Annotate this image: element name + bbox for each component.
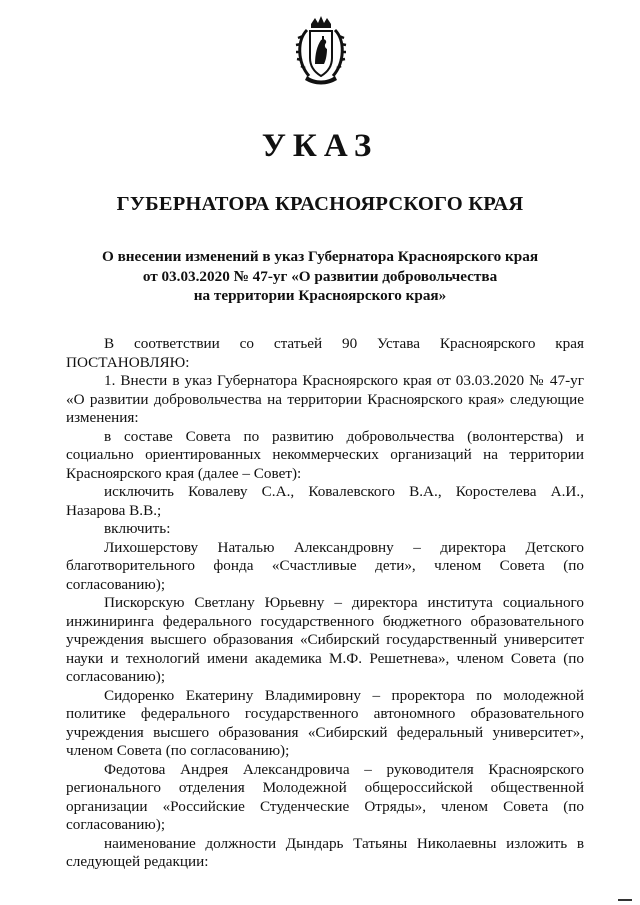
council-paragraph: в составе Совета по развитию добровольчества (волонтерства) и социально ориентированных некоммерческих организаций на территории Красноярского края (далее – Совет): [66, 427, 584, 482]
exclude-paragraph: исключить Ковалеву С.А., Ковалевского В.А., Коростелева А.И., Назарова В.В.; [66, 483, 584, 519]
page-corner-mark [618, 893, 632, 901]
heading-line: от 03.03.2020 № 47-уг «О развитии добровольчества [142, 267, 498, 285]
member-paragraph: Сидоренко Екатерину Владимировну – проректора по молодежной политике федерального государственного автономного образовательного учреждения высшего образования «Сибирский федеральный университет», членом Совета (по согласованию); [66, 686, 584, 759]
document-heading [0, 247, 640, 306]
heading-line: на территории Красноярского края» [193, 287, 447, 304]
item-1-paragraph: 1. Внести в указ Губернатора Красноярского края от 03.03.2020 № 47-уг «О развитии добровольчества на территории Красноярского края» следующие изменения: [66, 372, 584, 426]
rename-paragraph: наименование должности Дындарь Татьяны Николаевны изложить в следующей редакции: [66, 834, 584, 870]
member-paragraph: Лихошерстову Наталью Александровну – директора Детского благотворительного фонда «Счастливые дети», членом Совета (по согласованию); [66, 538, 584, 593]
document-title: УКАЗ [261, 128, 379, 164]
coat-of-arms-emblem [293, 14, 349, 86]
decree-word: ПОСТАНОВЛЯЮ: [66, 353, 190, 371]
intro-paragraph: В соответствии со статьей 90 Устава Красноярского края [104, 335, 584, 352]
heading-line: О внесении изменений в указ Губернатора Красноярского края [101, 248, 539, 265]
member-paragraph: Федотова Андрея Александровича – руководителя Красноярского регионального отделения Молодежной общероссийской общественной организации «Российские Студенческие Отряды», членом Совета (по согласованию); [66, 760, 584, 833]
member-paragraph: Пискорскую Светлану Юрьевну – директора института социального инжиниринга федерального государственного бюджетного образовательного учреждения высшего образования «Сибирский государственный университет науки и технологий имени академика М.Ф. Решетнева», членом Совета (по согласованию); [66, 594, 584, 685]
document-subtitle: ГУБЕРНАТОРА КРАСНОЯРСКОГО КРАЯ [116, 193, 524, 215]
document-body [66, 335, 584, 872]
include-label: включить: [104, 520, 171, 537]
